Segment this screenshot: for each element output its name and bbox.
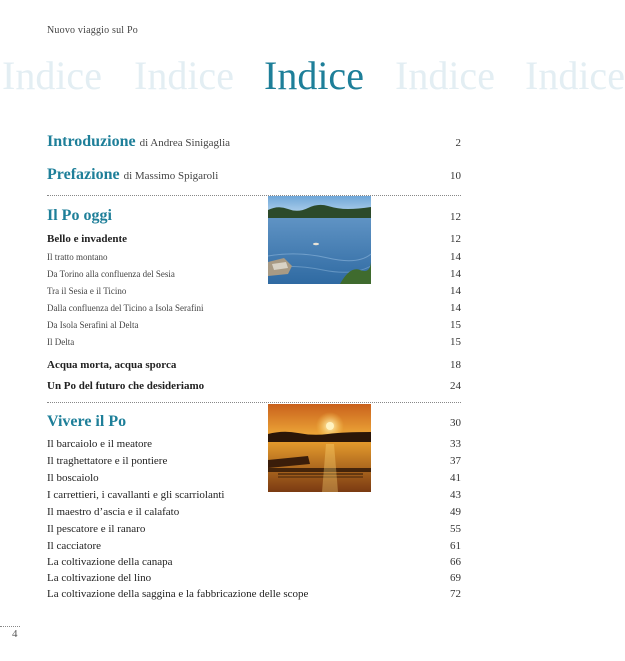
page-folio <box>0 626 20 640</box>
section-author: di Andrea Sinigaglia <box>139 137 231 149</box>
toc-entry[interactable] <box>47 336 461 348</box>
entry-title: Tra il Sesia e il Ticino <box>47 286 127 296</box>
toc-entry[interactable] <box>47 285 461 297</box>
entry-title: Acqua morta, acqua sporca <box>47 359 177 371</box>
entry-title: Il tratto montano <box>47 252 108 262</box>
ghost-title: Indice <box>2 53 102 98</box>
entry-title: Il cacciatore <box>47 540 102 552</box>
section-title: Introduzione <box>47 133 136 150</box>
toc-entry[interactable] <box>47 506 461 518</box>
toc-entry-prefazione[interactable] <box>47 166 461 184</box>
entry-title: Da Isola Serafini al Delta <box>47 320 139 330</box>
entry-title: Il pescatore e il ranaro <box>47 523 146 535</box>
page-number: 14 <box>450 302 461 314</box>
entry-title: Il traghettatore e il pontiere <box>47 455 168 467</box>
page-number: 55 <box>450 523 461 535</box>
page-number: 69 <box>450 572 461 584</box>
folio-number: 4 <box>12 628 18 640</box>
page-number: 12 <box>450 233 461 245</box>
toc-entry-po-oggi[interactable] <box>47 207 461 225</box>
ghost-title: Indice <box>134 53 234 98</box>
page-number: 12 <box>450 211 461 223</box>
entry-title: Dalla confluenza del Ticino a Isola Serafini <box>47 303 204 313</box>
toc-entry[interactable] <box>47 251 461 263</box>
toc-entry[interactable] <box>47 588 461 600</box>
page-number: 41 <box>450 472 461 484</box>
page-number: 14 <box>450 268 461 280</box>
entry-title: La coltivazione della saggina e la fabbricazione delle scope <box>47 588 309 600</box>
page-number: 66 <box>450 556 461 568</box>
toc-entry[interactable] <box>47 438 461 450</box>
ghost-title: Indice <box>525 53 625 98</box>
entry-title: Il maestro d’ascia e il calafato <box>47 506 180 518</box>
page-number: 15 <box>450 336 461 348</box>
toc-entry[interactable] <box>47 319 461 331</box>
toc-entry[interactable] <box>47 489 461 501</box>
entry-title: Il Delta <box>47 337 75 347</box>
toc-entry[interactable] <box>47 359 461 371</box>
page-number: 43 <box>450 489 461 501</box>
toc-entry-introduzione[interactable] <box>47 133 461 151</box>
entry-title: Da Torino alla confluenza del Sesia <box>47 269 175 279</box>
entry-title: Il boscaiolo <box>47 472 99 484</box>
entry-title: La coltivazione della canapa <box>47 556 173 568</box>
page-number: 72 <box>450 588 461 600</box>
toc-entry[interactable] <box>47 540 461 552</box>
entry-title: La coltivazione del lino <box>47 572 152 584</box>
toc-entry[interactable] <box>47 455 461 467</box>
dotted-divider <box>47 195 461 196</box>
toc-entry[interactable] <box>47 556 461 568</box>
page-number: 10 <box>450 170 461 182</box>
page-number: 15 <box>450 319 461 331</box>
toc-entry[interactable] <box>47 302 461 314</box>
index-banner <box>0 52 625 100</box>
section-title: Il Po oggi <box>47 207 112 224</box>
sunset-photo <box>268 404 371 492</box>
toc-entry[interactable] <box>47 523 461 535</box>
page-number: 61 <box>450 540 461 552</box>
ghost-title: Indice <box>395 53 495 98</box>
page-number: 14 <box>450 251 461 263</box>
page-number: 18 <box>450 359 461 371</box>
section-author: di Massimo Spigaroli <box>123 170 219 182</box>
page-number: 33 <box>450 438 461 450</box>
page-title: Indice <box>264 53 364 98</box>
toc-entry[interactable] <box>47 472 461 484</box>
page-number: 30 <box>450 417 461 429</box>
toc-entry[interactable] <box>47 233 461 245</box>
entry-title: Il barcaiolo e il meatore <box>47 438 153 450</box>
toc-entry[interactable] <box>47 572 461 584</box>
page-number: 2 <box>455 137 461 149</box>
section-title: Prefazione <box>47 166 120 183</box>
toc-entry-vivere-po[interactable] <box>47 413 461 431</box>
dotted-divider <box>47 402 461 403</box>
entry-title: Bello e invadente <box>47 233 128 245</box>
entry-title: I carrettieri, i cavallanti e gli scarriolanti <box>47 489 225 501</box>
page-number: 24 <box>450 380 461 392</box>
toc-entry[interactable] <box>47 268 461 280</box>
entry-title: Un Po del futuro che desideriamo <box>47 380 205 392</box>
page-number: 14 <box>450 285 461 297</box>
river-photo <box>268 196 371 284</box>
section-title: Vivere il Po <box>47 413 127 430</box>
page-number: 49 <box>450 506 461 518</box>
running-head: Nuovo viaggio sul Po <box>47 25 138 36</box>
toc-entry[interactable] <box>47 380 461 392</box>
page-number: 37 <box>450 455 461 467</box>
